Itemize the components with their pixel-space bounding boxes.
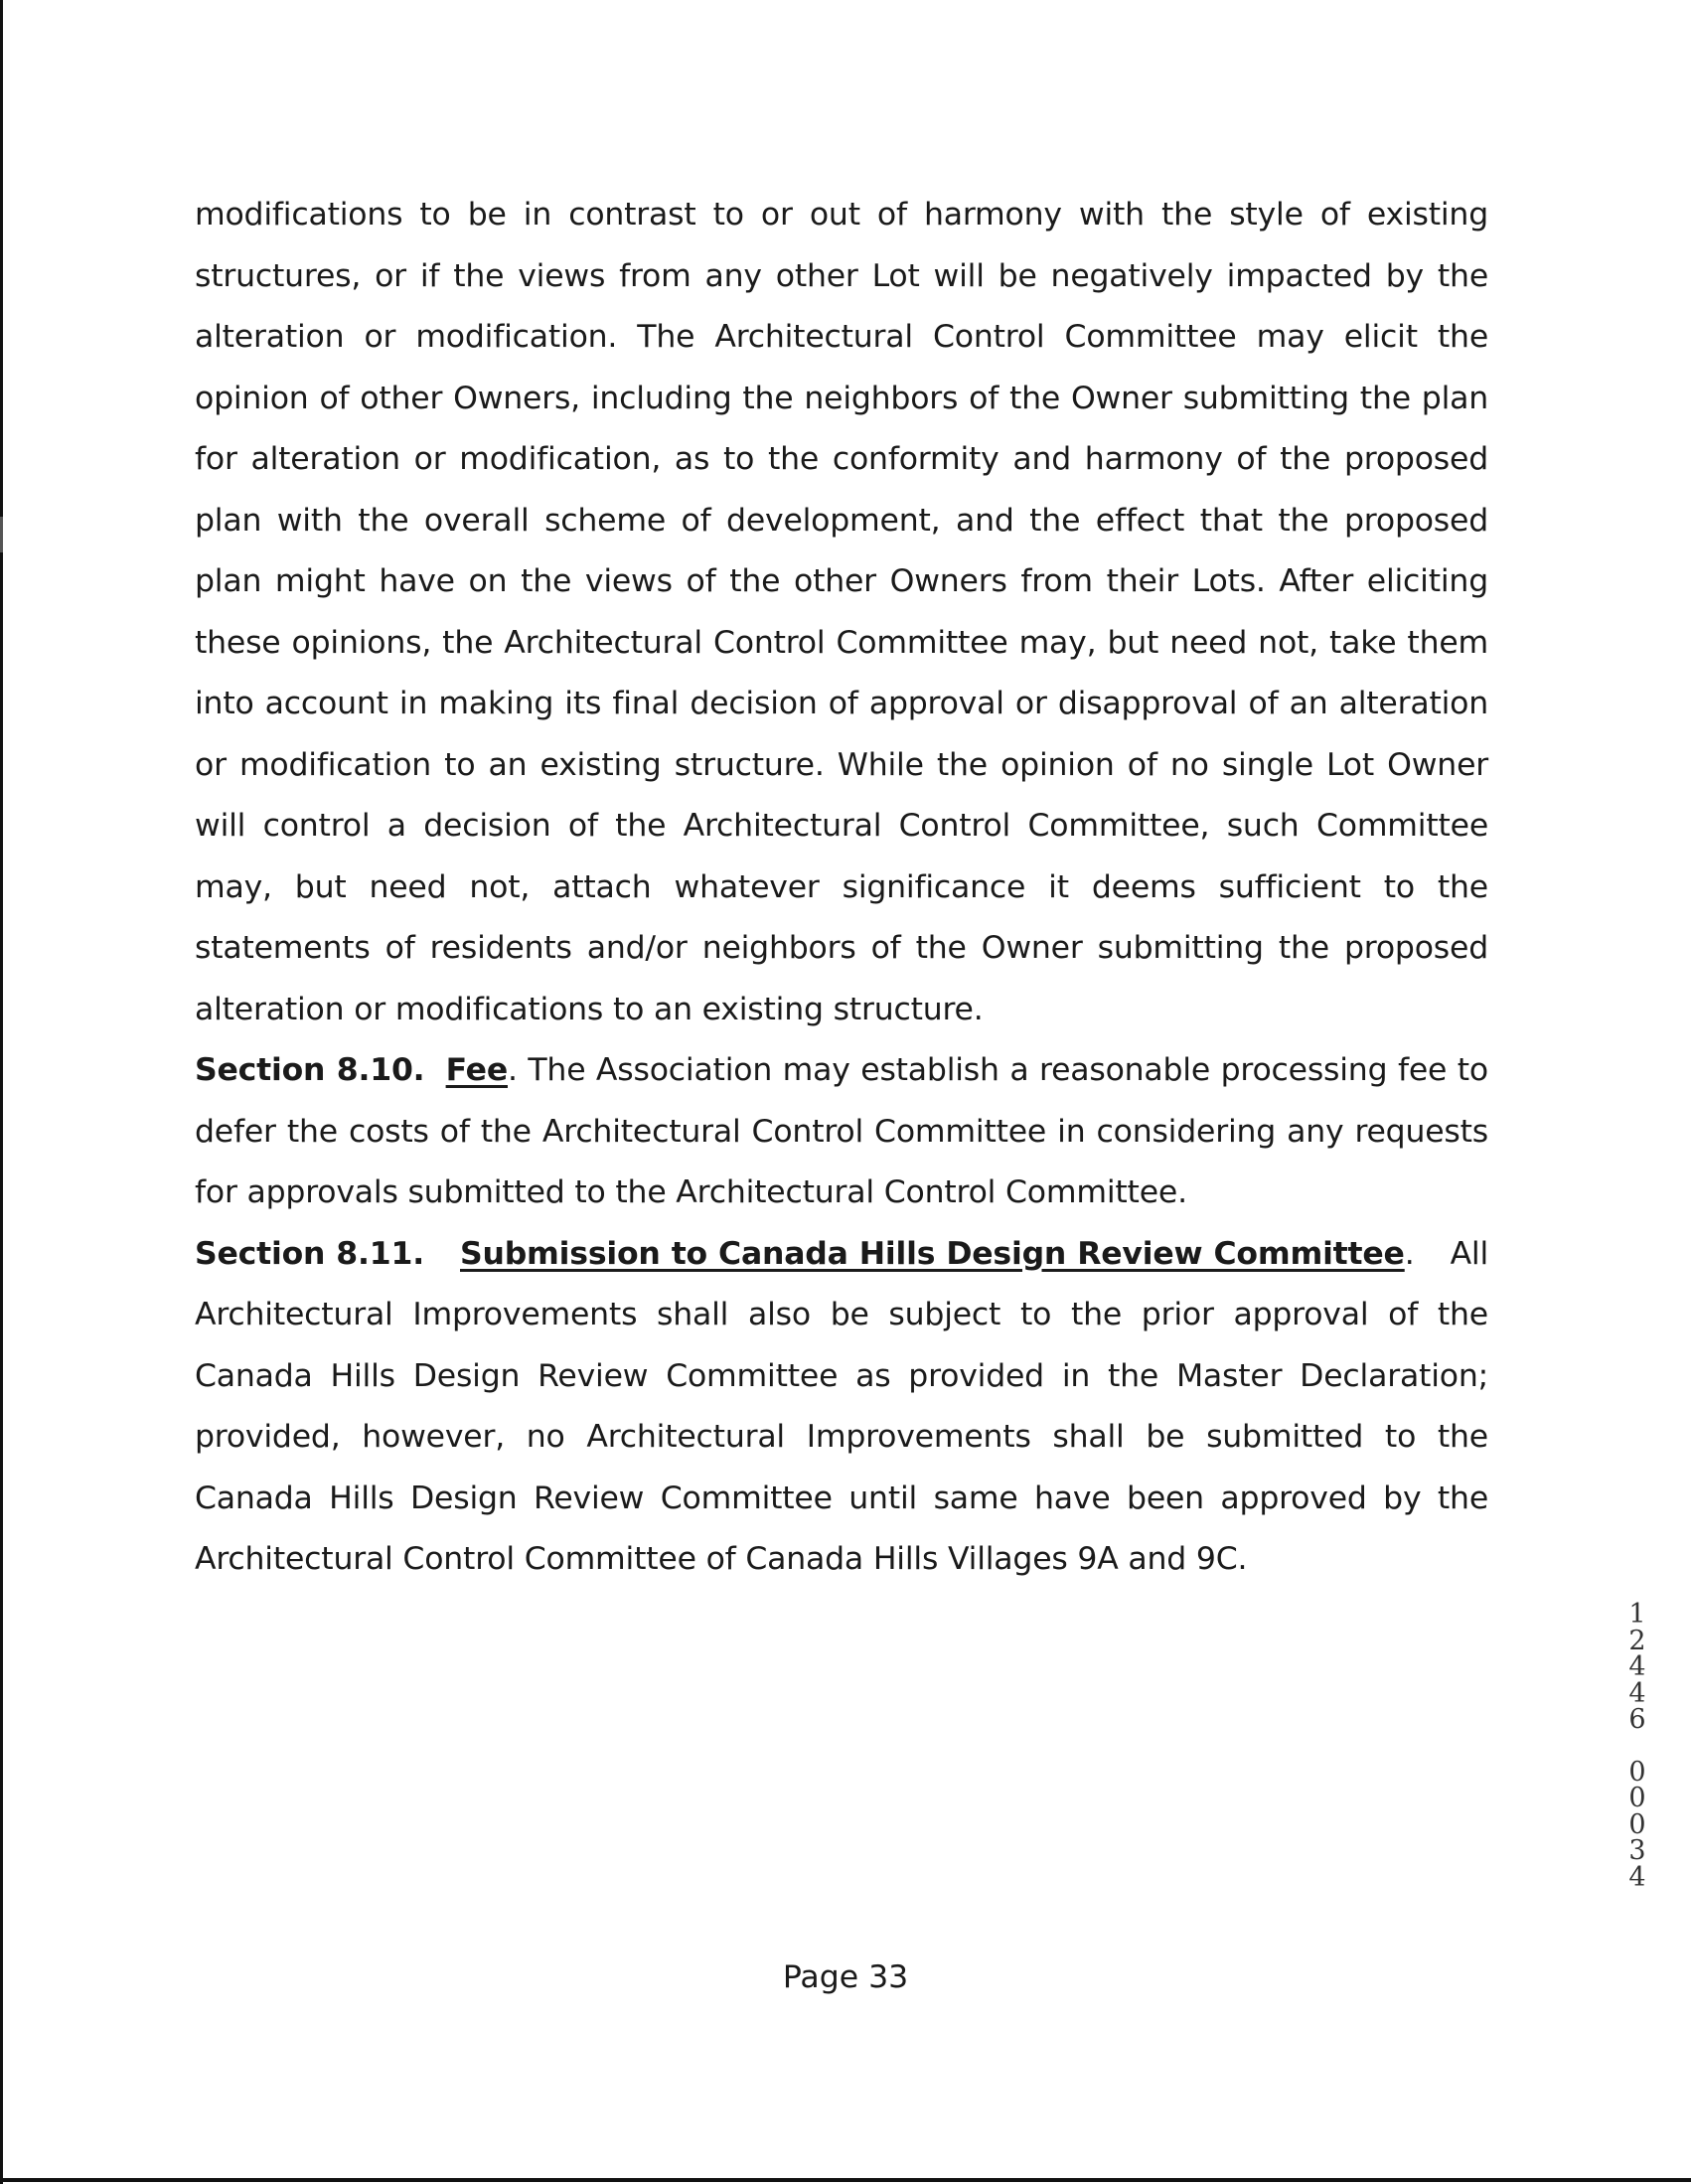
stamp-docket-digit: 1 bbox=[1628, 1599, 1646, 1630]
stamp-page-digit: 4 bbox=[1628, 1861, 1646, 1893]
recording-stamp bbox=[1625, 1599, 1649, 1893]
section-8-11 bbox=[195, 1224, 1488, 1591]
stamp-docket-digit: 4 bbox=[1628, 1677, 1646, 1709]
section-8-10-text: The Association may establish a reasonable processing fee to defer the costs of the Architectural Control Committee in considering any requests for approvals submitted to the Architectural Control Committee. bbox=[195, 1052, 1488, 1210]
stamp-docket-digit: 4 bbox=[1628, 1651, 1646, 1682]
scan-mark bbox=[0, 517, 3, 552]
section-8-11-title: Submission to Canada Hills Design Review Committee bbox=[460, 1235, 1405, 1272]
stamp-docket-digit: 6 bbox=[1628, 1704, 1646, 1735]
page-number: Page 33 bbox=[782, 1959, 909, 1995]
section-8-11-number: Section 8.11. bbox=[195, 1235, 424, 1272]
stamp-page-digit: 0 bbox=[1628, 1808, 1646, 1840]
stamp-page-digit: 0 bbox=[1628, 1756, 1646, 1788]
section-8-10-title-punct: . bbox=[507, 1052, 518, 1088]
stamp-docket-digit: 2 bbox=[1628, 1625, 1646, 1656]
stamp-page-digit: 0 bbox=[1628, 1783, 1646, 1813]
page-edge-left bbox=[0, 0, 3, 2184]
section-8-10 bbox=[195, 1040, 1488, 1224]
paragraph-continuation: modifications to be in contrast to or out of harmony with the style of existing structures, or if the views from any other Lot will be negatively impacted by the alteration or modification. The Architectural Control Committee may elicit the opinion of other Owners, including the neighbors of the Owner submitting the plan for alteration or modification, as to the conformity and harmony of the proposed plan with the overall scheme of development, and the effect that the proposed plan might have on the views of the other Owners from their Lots. After eliciting these opinions, the Architectural Control Committee may, but need not, take them into account in making its final decision of approval or disapproval of an alteration or modification to an existing structure. While the opinion of no single Lot Owner will control a decision of the Architectural Control Committee, such Committee may, but need not, attach whatever significance it deems sufficient to the statements of residents and/or neighbors of the Owner submitting the proposed alteration or modifications to an existing structure. bbox=[195, 197, 1488, 1027]
section-8-11-title-punct: . bbox=[1404, 1235, 1415, 1272]
stamp-page-digit: 3 bbox=[1628, 1835, 1646, 1866]
section-8-10-title: Fee bbox=[445, 1052, 508, 1088]
section-8-11-text: All Architectural Improvements shall also be subject to the prior approval of the Canada Hills Design Review Committee as provided in the Master Declaration; provided, however, no Architectural Improvements shall be submitted to the Canada Hills Design Review Committee until same have been approved by the Architectural Control Committee of Canada Hills Villages 9A and 9C. bbox=[195, 1235, 1489, 1577]
section-8-10-number: Section 8.10. bbox=[195, 1052, 425, 1088]
body-text bbox=[195, 185, 1488, 1591]
page-edge-bottom bbox=[0, 2178, 1691, 2182]
